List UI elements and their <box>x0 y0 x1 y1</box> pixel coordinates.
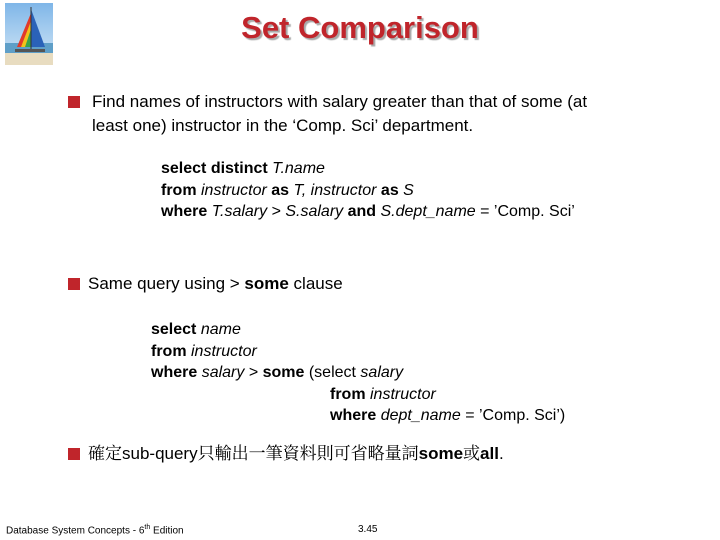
sql-query-1 <box>161 158 575 223</box>
bullet-marker <box>68 278 80 290</box>
query-2-line-1: select name <box>151 321 241 338</box>
query-1-line-2: from instructor as T, instructor as S <box>161 181 414 199</box>
query-2-line-5: where dept_name = ’Comp. Sci’) <box>330 407 566 424</box>
slide-title: Set Comparison <box>241 10 479 45</box>
bullet-text-1 <box>92 90 587 138</box>
query-1-line-1: select distinct T.name <box>161 160 325 177</box>
bullet-marker <box>68 96 80 108</box>
bullet-1-line-1: Find names of instructors with salary greater than that of some (at <box>92 92 588 111</box>
footer-page-number: 3.45 <box>358 524 378 535</box>
query-2-line-4: from instructor <box>330 385 436 403</box>
query-1-line-3: where T.salary > S.salary and S.dept_name = ’Comp. Sci’ <box>161 203 575 220</box>
query-2-line-3: where salary > some (select salary <box>151 364 404 381</box>
bullet-text-3: 確定sub-query只輸出一筆資料則可省略量詞some或all. <box>88 444 504 463</box>
bullet-marker <box>68 448 80 460</box>
bullet-1-line-2: least one) instructor in the ‘Comp. Sci’ department. <box>92 116 474 135</box>
bullet-text-2: Same query using > some clause <box>88 274 343 293</box>
footer-book-title: Database System Concepts - 6th Edition <box>6 524 184 537</box>
sql-query-2 <box>151 319 651 429</box>
query-2-line-2: from instructor <box>151 342 257 360</box>
